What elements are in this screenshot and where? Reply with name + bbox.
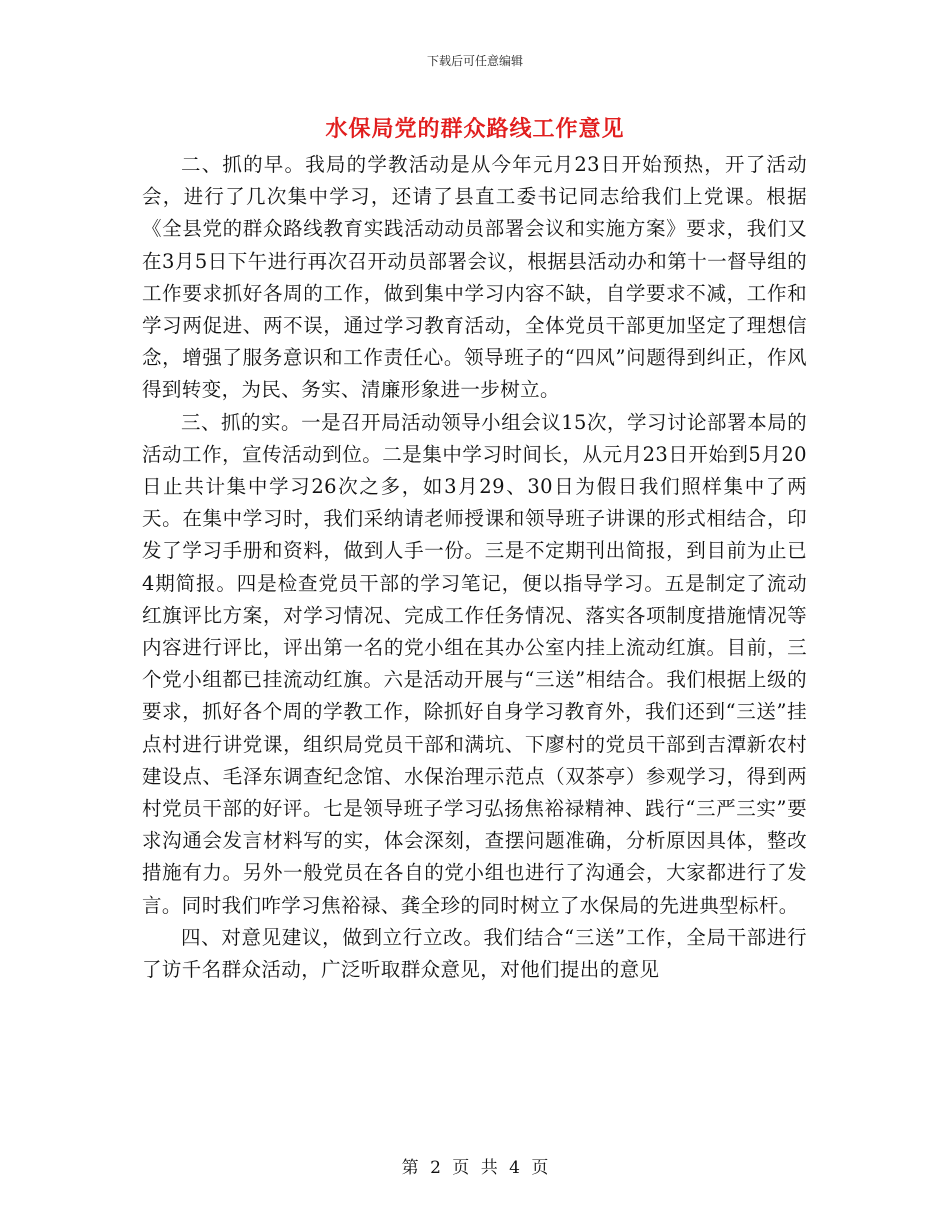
paragraph-section-3: 三、抓的实。一是召开局活动领导小组会议15次，学习讨论部署本局的活动工作，宣传活动到位。二是集中学习时间长，从元月23日开始到5月20日止共计集中学习26次之多，如3月29、30日为假日我们照样集中了两天。在集中学习时，我们采纳请老师授课和领导班子讲课的形式相结合，印发了学习手册和资料，做到人手一份。三是不定期刊出简报，到目前为止已4期简报。四是检查党员干部的学习笔记，便以指导学习。五是制定了流动红旗评比方案，对学习情况、完成工作任务情况、落实各项制度措施情况等内容进行评比，评出第一名的党小组在其办公室内挂上流动红旗。目前，三个党小组都已挂流动红旗。六是活动开展与“三送”相结合。我们根据上级的要求，抓好各个周的学教工作，除抓好自身学习教育外，我们还到“三送”挂点村进行讲党课，组织局党员干部和满坑、下廖村的党员干部到吉潭新农村建设点、毛泽东调查纪念馆、水保治理示范点（双茶亭）参观学习，得到两村党员干部的好评。七是领导班子学习弘扬焦裕禄精神、践行“三严三实”要求沟通会发言材料写的实，体会深刻，查摆问题准确，分析原因具体，整改措施有力。另外一般党员在各自的党小组也进行了沟通会，大家都进行了发言。同时我们咋学习焦裕禄、龚全珍的同时树立了水保局的先进典型标杆。 [142, 410, 807, 917]
document-title: 水保局党的群众路线工作意见 [325, 117, 625, 142]
document-body [142, 149, 807, 986]
paragraph-section-2: 二、抓的早。我局的学教活动是从今年元月23日开始预热，开了活动会，进行了几次集中学习，还请了县直工委书记同志给我们上党课。根据《全县党的群众路线教育实践活动动员部署会议和实施方案》要求，我们又在3月5日下午进行再次召开动员部署会议，根据县活动办和第十一督导组的工作要求抓好各周的工作，做到集中学习内容不缺，自学要求不减，工作和学习两促进、两不误，通过学习教育活动，全体党员干部更加坚定了理想信念，增强了服务意识和工作责任心。领导班子的“四风”问题得到纠正，作风得到转变，为民、务实、清廉形象进一步树立。 [142, 153, 807, 402]
header-note: 下载后可任意编辑 [426, 54, 523, 68]
paragraph-section-4: 四、对意见建议，做到立行立改。我们结合“三送”工作，全局干部进行了访千名群众活动，广泛听取群众意见，对他们提出的意见 [142, 925, 807, 982]
page-number-footer: 第 2 页 共 4 页 [401, 1158, 549, 1178]
